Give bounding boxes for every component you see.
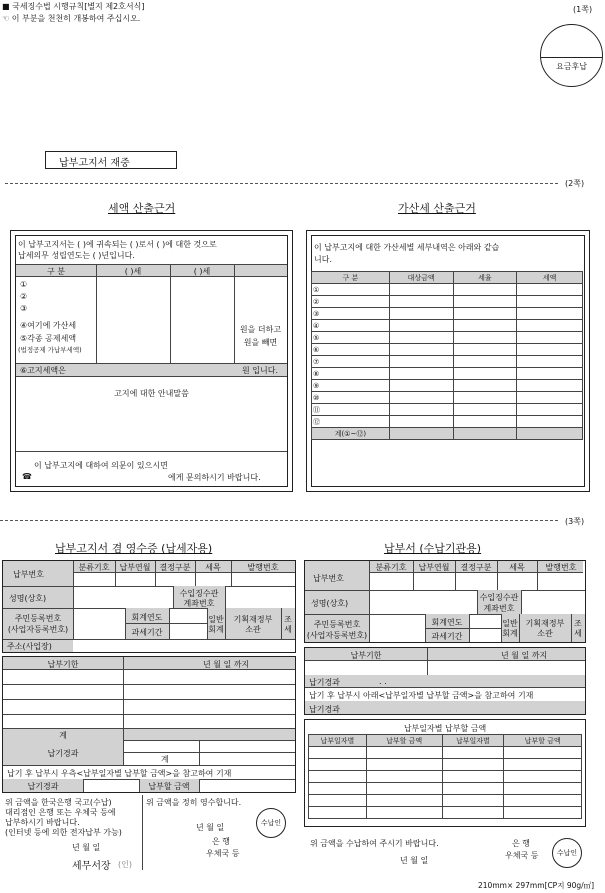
by-date-col-2: 납부할 금액 [366,735,442,747]
payslip-after-due2-bg [305,701,585,714]
rule [16,376,287,377]
payslip-title: 납부서 (수납기관용) [384,542,482,555]
rule [425,628,501,629]
receipt-name-label: 성명(상호) [9,594,47,603]
rule [16,363,287,364]
payslip-due-date: 년 월 일 까지 [501,651,548,660]
receipt-tax-item: 세목 [205,563,221,572]
payslip-general-1: 일반 [502,619,518,628]
postage-label: 요금후납 [556,62,587,71]
receipt-statement-3: 납부하시기 바랍니다. [5,818,80,827]
paper-spec: 210mm× 297mm[CP지 90g/㎡] [478,881,595,890]
tax-basis-col-tax2: ( )세 [193,267,211,276]
receipt-reg-no-1: 주민등록번호 [14,614,62,623]
rule [123,752,295,753]
receipt-general-1: 일반 [208,615,224,624]
rule [305,590,585,591]
payslip-account-label-2: 계좌번호 [483,604,515,613]
payslip-issue-no: 발행번호 [545,563,577,572]
receipt-bank: 은 행 [212,837,230,846]
rule [369,561,370,642]
rule [234,264,235,376]
tax-basis-row-4: ④여기에 가산세 [20,321,77,330]
receipt-year-month: 납부연월 [119,563,151,572]
payslip-stamp-label: 수납인 [556,849,578,857]
receipt-seal: (인) [118,860,132,869]
payslip-name-label: 성명(상호) [311,599,349,608]
receipt-jo-1: 조 [284,615,292,624]
receipt-fiscal-year: 회계연도 [131,613,163,622]
receipt-stamp-circle [256,808,286,838]
payslip-jo-2: 세 [574,629,582,638]
phone-icon: ☎ [22,472,32,481]
reissue-label: 납부고지서 재중 [59,158,130,169]
inquiry-line-2: 에게 문의하시기 바랍니다. [168,473,261,482]
postage-divider [541,57,602,58]
rule [142,795,143,870]
payslip-account-label-1: 수입징수관 [479,593,519,602]
receipt-ministry-1: 기획재정부 [233,615,273,624]
tax-basis-row-5-note: (법정공제 가납부세액) [18,346,82,354]
payslip-fiscal-year: 회계연도 [431,618,463,627]
penalty-col-rate: 세율 [453,272,517,284]
penalty-row: ⑨ [312,380,390,392]
by-date-col-4: 납부할 금액 [504,735,582,747]
penalty-table [311,271,583,440]
tax-basis-row-3: ③ [20,304,28,313]
penalty-basis-inner [311,235,585,487]
rule [170,264,171,376]
receipt-statement-2: 대리점인 은행 또는 우체국 등에 [5,808,116,817]
payslip-general-2: 회계 [502,629,518,638]
payslip-class-code: 분류기호 [375,563,407,572]
penalty-row: ② [312,296,390,308]
penalty-basis-title: 가산세 산출근거 [398,202,476,215]
receipt-address-label: 주소(사업장) [7,642,52,651]
payslip-due-box [304,647,586,715]
rule [3,684,295,685]
receipt-decision: 결정구분 [159,563,191,572]
receipt-post: 우체국 등 [206,849,240,858]
penalty-row: ① [312,284,390,296]
cut-line-3 [0,520,558,521]
postage-seal [540,24,603,87]
receipt-reg-no-2: (사업자등록번호) [7,625,69,634]
page-number-3: (3쪽) [565,517,585,526]
receipt-class-code: 분류기호 [78,563,110,572]
payslip-due-label: 납부기한 [350,651,382,660]
receipt-due-label: 납부기한 [47,660,79,669]
payslip-reg-no-1: 주민등록번호 [313,620,361,629]
payslip-reg-no-2: (사업자등록번호) [306,631,368,640]
receipt-pay-amount-label: 납부할 금액 [148,782,190,791]
rule [3,714,295,715]
rule [96,264,97,376]
rule [199,779,200,792]
payslip-date-dots: . . [379,677,387,686]
receipt-general-2: 회계 [208,625,224,634]
penalty-col-category: 구 분 [312,272,390,284]
tax-basis-row-6: ⑥고지세액은 [20,366,66,375]
rule [123,669,124,740]
receipt-after-due-label: 납기경과 [47,749,79,758]
tax-basis-subtract-note: 원을 빼면 [243,338,278,347]
open-instruction: ☜ 이 부분을 천천히 개봉하여 주십시오. [2,14,141,23]
payslip-after-due2-label: 납기경과 [309,705,340,714]
payslip-by-date-box [304,719,586,827]
rule [305,687,585,688]
payslip-jo-1: 조 [574,619,582,628]
penalty-row: ⑤ [312,332,390,344]
penalty-row: ⑩ [312,392,390,404]
penalty-row: ⑫ [312,416,390,428]
penalty-row: ⑦ [312,356,390,368]
penalty-row: ③ [312,308,390,320]
receipt-stamp-label: 수납인 [260,819,282,827]
rule [16,451,287,452]
receipt-received-date: 년 월 일 [196,823,225,832]
rule [123,657,124,669]
payslip-after-due-bg [305,675,585,687]
payslip-tax-period: 과세기간 [431,632,463,641]
rule [521,590,522,614]
receipt-statement-1: 위 금액을 한국은행 국고(수납) [5,798,112,807]
receipt-issue-no: 발행번호 [247,563,279,572]
receipt-jo-2: 세 [284,625,292,634]
rule [3,586,295,587]
receipt-account-label-1: 수입징수관 [179,589,219,598]
tax-basis-row-1: ① [20,280,28,289]
tax-basis-add-note: 원을 더하고 [239,325,282,334]
receipt-after-due2-label: 납기경과 [27,782,59,791]
cut-line-2 [5,183,558,184]
payslip-by-date-title: 납부일자별 납부할 금액 [403,724,487,733]
reissue-box [45,151,177,169]
tax-basis-row-6-end: 원 입니다. [242,366,278,375]
rule [3,699,295,700]
rule [16,264,287,265]
penalty-row: ⑧ [312,368,390,380]
receipt-due-date: 년 월 일 까지 [203,660,250,669]
tax-basis-inner [15,235,288,487]
receipt-statement-4: (인터넷 등에 의한 전자납부 가능) [5,828,122,837]
receipt-payment-no: 납부번호 [13,570,44,579]
receipt-received: 위 금액을 정히 영수합니다. [146,798,242,807]
tax-basis-intro-2: 납세의무 성립연도는 ( )년입니다. [18,251,135,260]
penalty-intro-1: 이 납부고지에 대한 가산세별 세부내역은 아래와 같습 [314,243,500,252]
payslip-payment-no: 납부번호 [313,574,344,583]
payslip-bank: 은 행 [512,839,530,848]
by-date-col-3: 납부일자별 [442,735,504,747]
rule [3,765,295,766]
penalty-row: ⑥ [312,344,390,356]
payslip-ministry-1: 기획재정부 [525,619,565,628]
receipt-title: 납부고지서 겸 영수증 (납세자용) [55,542,213,555]
payslip-decision: 결정구분 [460,563,492,572]
penalty-total: 계(①~⑫) [312,428,390,440]
tax-basis-intro-1: 이 납부고지서는 ( )에 귀속되는 ( )로서 ( )에 대한 것으로 [18,240,217,249]
rule [225,586,226,608]
payslip-after-note: 납기 후 납부시 아래<납부일자별 납부할 금액>을 참고하여 기재 [309,691,534,700]
rule [3,639,295,640]
page-number-1: (1쪽) [573,5,593,14]
rule [427,648,428,675]
penalty-row: ④ [312,320,390,332]
notice-title: 고지에 대한 안내말씀 [114,389,189,398]
penalty-col-amount: 대상금액 [389,272,453,284]
receipt-after-note: 납기 후 납부시 우측<납부일자별 납부할 금액>을 참고하여 기재 [7,769,232,778]
payslip-tax-item: 세목 [509,563,525,572]
by-date-col-1: 납부일자별 [309,735,367,747]
tax-basis-title: 세액 산출근거 [108,202,176,215]
receipt-total-label: 계 [59,731,67,740]
payslip-info-box [304,560,586,643]
payslip-ministry-2: 소관 [537,629,553,638]
tax-basis-col-category: 구 분 [47,267,65,276]
form-title: ■ 국세징수법 시행규칙[별지 제2호서식] [2,2,145,11]
penalty-col-tax: 세액 [517,272,583,284]
rule [3,728,295,729]
receipt-issue-date: 년 월 일 [72,843,101,852]
receipt-tax-period: 과세기간 [131,628,163,637]
tax-basis-col-tax1: ( )세 [124,267,142,276]
tax-basis-row-5: ⑤각종 공제세액 [20,334,77,343]
rule [125,623,207,624]
payslip-date: 년 월 일 [400,856,429,865]
receipt-total2-label: 계 [161,755,169,764]
penalty-row: ⑪ [312,404,390,416]
payslip-year-month: 납부연월 [418,563,450,572]
inquiry-line-1: 이 납부고지에 대하여 의문이 있으시면 [34,461,168,470]
payslip-stamp-circle [552,838,582,868]
receipt-amount-box [2,656,296,793]
rule [83,779,84,792]
penalty-intro-2: 니다. [314,255,332,264]
receipt-ministry-2: 소관 [245,625,261,634]
receipt-account-label-2: 계좌번호 [183,599,215,608]
receipt-chief: 세무서장 [72,861,111,872]
payslip-statement: 위 금액을 수납하여 주시기 바랍니다. [310,839,439,848]
page-number-2: (2쪽) [565,179,585,188]
tax-basis-row-2: ② [20,292,28,301]
payslip-after-due-label: 납기경과 [309,678,340,687]
payslip-by-date-table [308,734,582,819]
payslip-post: 우체국 등 [505,851,539,860]
receipt-info-box [2,560,296,653]
